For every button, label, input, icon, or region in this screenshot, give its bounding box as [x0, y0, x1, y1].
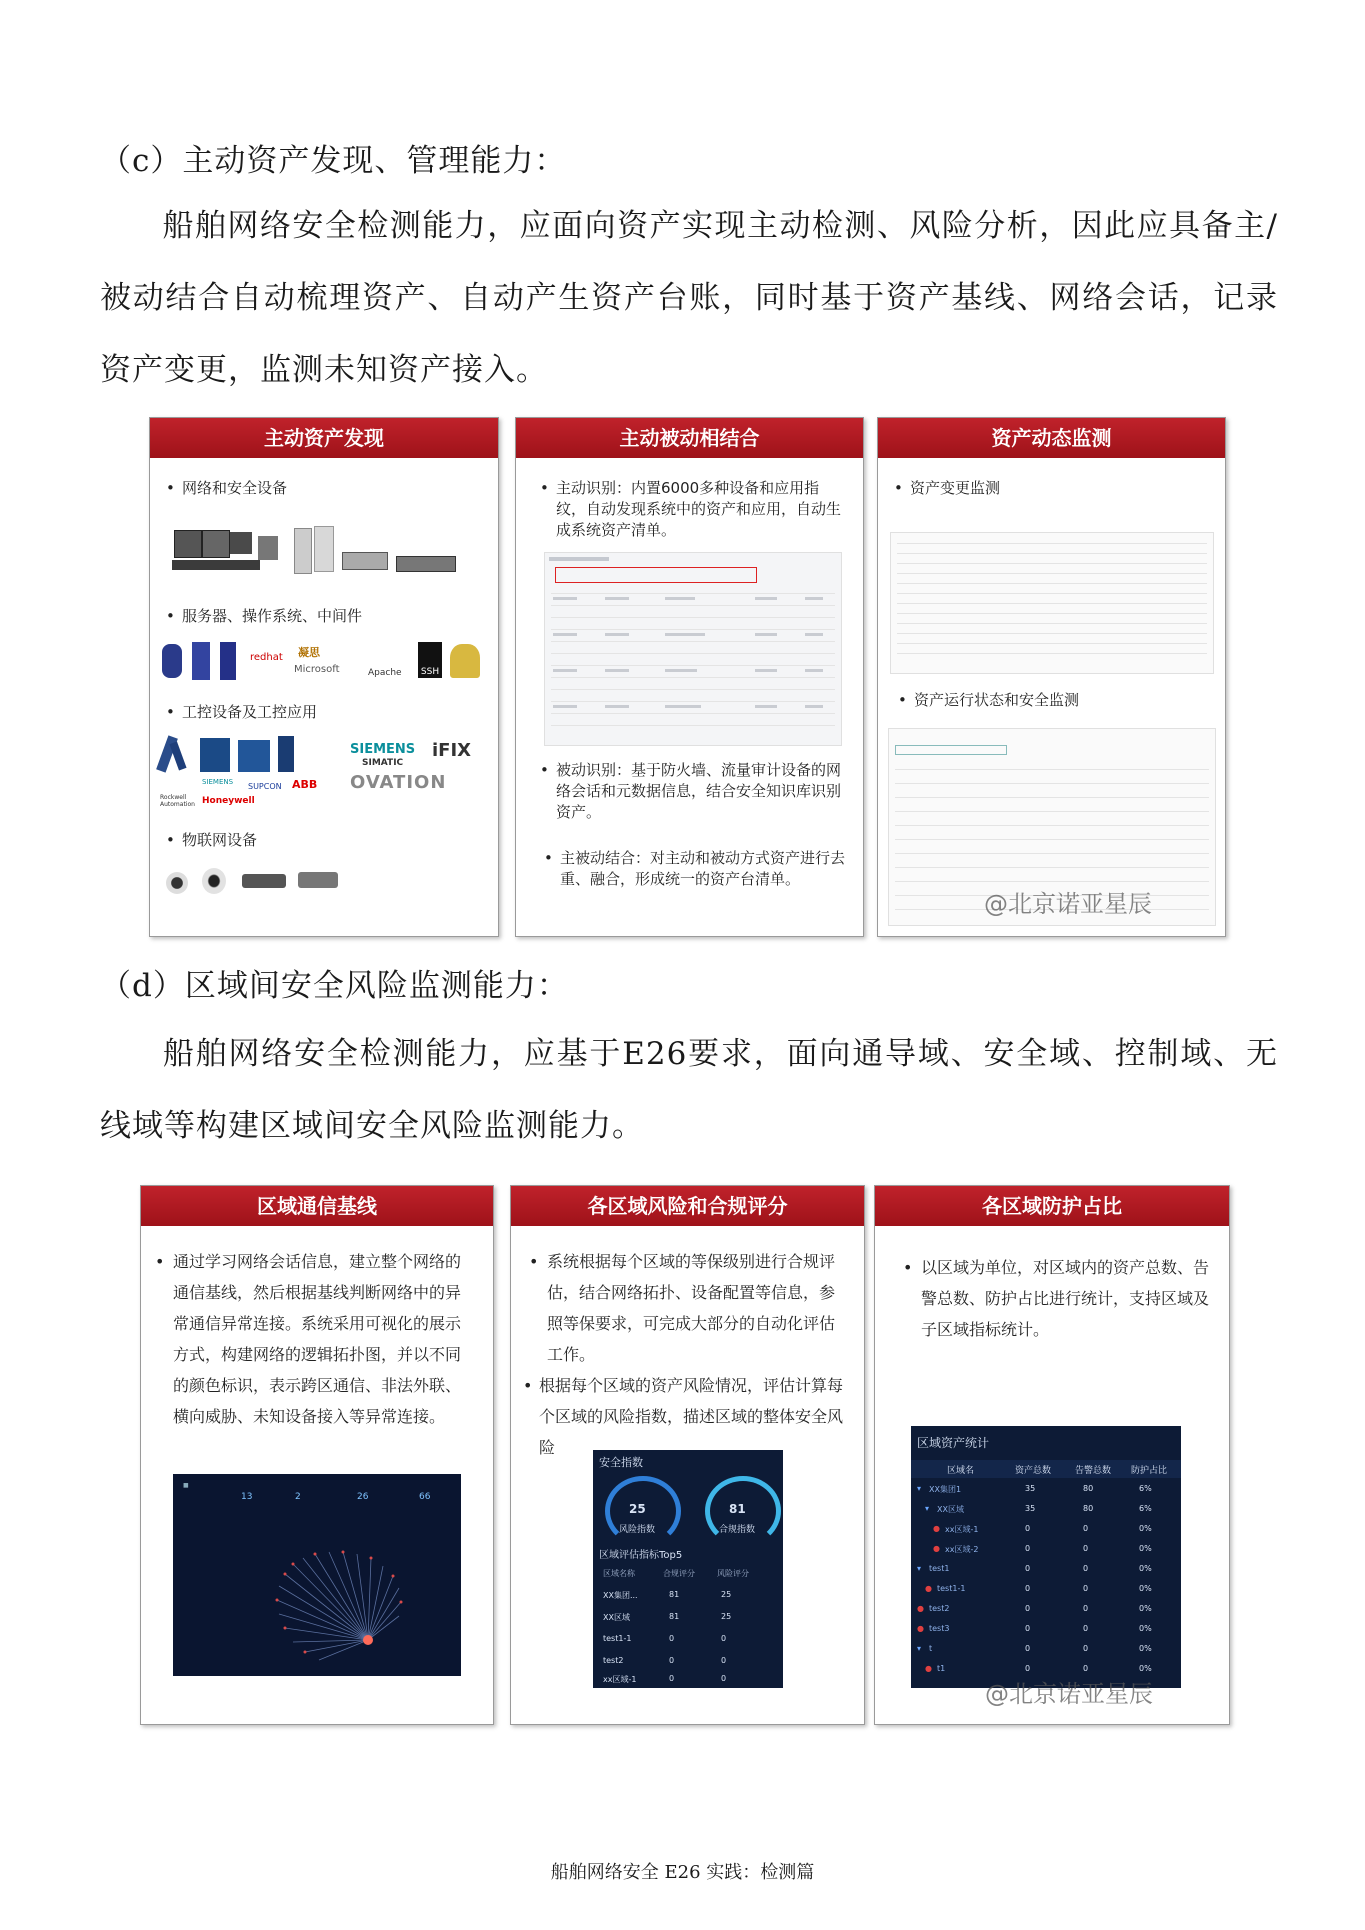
screen-title: 区域资产统计: [917, 1436, 990, 1450]
bullet-iot-devices: • 物联网设备: [166, 831, 258, 849]
stat-value: 26: [357, 1492, 369, 1502]
watermark: @北京诺亚星辰: [985, 1680, 1153, 1708]
rockwell-logo: Rockwell Automation: [160, 794, 195, 808]
panel-title: 主动被动相结合: [516, 418, 863, 458]
server-icon: [220, 642, 236, 680]
bullet-combined-dedup: • 主被动结合：对主动和被动方式资产进行去重、融合，形成统一的资产台清单。: [544, 849, 846, 888]
ovation-logo: OVATION: [350, 772, 447, 793]
table-row: xx区域-1 0 0: [603, 1674, 727, 1684]
panel-region-risk-compliance: [510, 1185, 865, 1725]
panel-asset-dynamic-monitoring: [877, 417, 1226, 937]
table-row: test2 0 0: [603, 1656, 727, 1665]
col-header: 合规评分: [663, 1569, 695, 1578]
server-icon: [192, 642, 210, 680]
topology-graph: [173, 1474, 461, 1676]
section-d-heading: （d）区域间安全风险监测能力：: [100, 968, 569, 1004]
apache-logo: Apache: [368, 668, 402, 678]
table-row: ▾ XX区域 35 80 6%: [925, 1504, 1152, 1514]
siemens-logo: SIEMENS: [350, 742, 416, 757]
camera-icon: [242, 874, 286, 888]
watermark: @北京诺亚星辰: [984, 890, 1152, 918]
bullet-ics-devices: • 工控设备及工控应用: [166, 703, 318, 721]
table-row: ▾ test1 0 0 0%: [917, 1564, 1152, 1573]
table-row: ● xx区域-2 0 0 0%: [933, 1544, 1152, 1554]
bullet-servers-os-middleware: • 服务器、操作系统、中间件: [166, 607, 363, 625]
ifix-logo: iFIX: [432, 740, 472, 761]
bullet-asset-runtime-security: • 资产运行状态和安全监测: [898, 691, 1080, 709]
table-row: ▾ t 0 0 0%: [917, 1644, 1152, 1653]
stat-value: 66: [419, 1492, 431, 1502]
camera-icon: [202, 868, 226, 894]
simatic-logo: SIMATIC: [362, 758, 404, 768]
panel-title: 主动资产发现: [150, 418, 498, 458]
honeywell-logo: Honeywell: [202, 796, 255, 806]
ssh-icon: SSH: [418, 642, 442, 678]
asset-change-screenshot: [890, 532, 1214, 674]
panel-region-comm-baseline: [140, 1185, 494, 1725]
compliance-gauge-label: 合规指数: [719, 1525, 756, 1535]
table-row: ● test2 0 0 0%: [917, 1604, 1152, 1613]
region-baseline-text: • 通过学习网络会话信息，建立整个网络的通信基线，然后根据基线判断网络中的异常通信异常连接。系统采用可视化的展示方式，构建网络的逻辑拓扑图，并以不同的颜色标识，表示跨区通信、非法外联、横向威胁、未知设备接入等异常连接。: [155, 1252, 462, 1426]
panel-title: 各区域风险和合规评分: [511, 1186, 864, 1226]
compliance-text: • 系统根据每个区域的等保级别进行合规评估，结合网络拓扑、设备配置等信息，参照等保要求，可完成大部分的自动化评估工作。: [529, 1252, 836, 1364]
server-logos: [158, 640, 488, 686]
camera-icon: [298, 872, 338, 888]
microsoft-logo: Microsoft: [294, 664, 340, 675]
bullet-network-devices: • 网络和安全设备: [166, 479, 288, 497]
security-index-screen: [593, 1450, 783, 1688]
stat-value: 2: [295, 1492, 301, 1502]
col-header: 风险评分: [717, 1569, 749, 1578]
compliance-gauge-value: 81: [729, 1502, 746, 1516]
section-c-heading: （c）主动资产发现、管理能力：: [100, 143, 567, 179]
panel-region-protection-ratio: [874, 1185, 1230, 1725]
table-row: ▾ XX集团1 35 80 6%: [917, 1484, 1152, 1494]
iot-cameras-image: [162, 864, 342, 898]
supcon-logo: SUPCON: [248, 782, 282, 791]
risk-index-text: • 根据每个区域的资产风险情况，评估计算每个区域的风险指数，描述区域的整体安全风险: [523, 1376, 844, 1457]
bullet-passive-identification: • 被动识别：基于防火墙、流量审计设备的网络会话和元数据信息，结合安全知识库识别资产。: [540, 761, 842, 821]
asset-list-screenshot: [544, 552, 842, 746]
table-row: test1-1 0 0: [603, 1634, 727, 1643]
col-header: 防护占比: [1131, 1466, 1168, 1476]
panel-title: 各区域防护占比: [875, 1186, 1229, 1226]
abb-logo: ABB: [292, 778, 318, 791]
network-devices-image: [172, 526, 482, 576]
panel-title: 区域通信基线: [141, 1186, 493, 1226]
panel-active-asset-discovery: [149, 417, 499, 937]
bullet-asset-change-monitoring: • 资产变更监测: [894, 479, 1001, 497]
col-header: 区域名: [947, 1466, 975, 1476]
protection-ratio-text: • 以区域为单位，对区域内的资产总数、告警总数、防护占比进行统计，支持区域及子区域指标统计。: [903, 1258, 1210, 1339]
table-row: XX集团... 81 25: [603, 1590, 732, 1600]
screen-title: 安全指数: [599, 1456, 643, 1469]
panel-title: 资产动态监测: [878, 418, 1225, 458]
siemens-small-logo: SIEMENS: [202, 778, 234, 786]
redhat-logo: redhat: [250, 652, 283, 663]
tomcat-icon: [450, 644, 480, 678]
stat-value: 13: [241, 1492, 253, 1502]
section-d-paragraph: 船舶网络安全检测能力，应基于E26要求，面向通导域、安全域、控制域、无线域等构建区域间安全风险监测能力。: [100, 1036, 1278, 1144]
table-row: ● t1 0 0 0%: [925, 1664, 1152, 1673]
ics-devices-image: [160, 734, 490, 824]
risk-gauge-label: 风险指数: [619, 1525, 656, 1535]
region-asset-stats-screen: [911, 1426, 1181, 1688]
table-row: ● xx区域-1 0 0 0%: [933, 1524, 1152, 1534]
camera-icon: [166, 872, 188, 894]
topology-screenshot: ■ 13 2 26 66: [173, 1474, 461, 1676]
lingsi-logo: 凝思: [298, 646, 320, 659]
page-footer: 船舶网络安全 E26 实践：检测篇: [550, 1862, 815, 1883]
col-header: 区域名称: [603, 1569, 635, 1578]
bullet-active-identification: • 主动识别：内置6000多种设备和应用指纹，自动发现系统中的资产和应用，自动生成系统资产清单。: [540, 479, 842, 539]
table-row: XX区域 81 25: [603, 1612, 732, 1622]
risk-gauge-value: 25: [629, 1502, 646, 1516]
col-header: 资产总数: [1015, 1466, 1052, 1476]
panel-active-passive-combined: [515, 417, 864, 937]
top5-title: 区域评估指标Top5: [599, 1550, 683, 1561]
table-row: ● test3 0 0 0%: [917, 1624, 1152, 1633]
table-row: ● test1-1 0 0 0%: [925, 1584, 1152, 1593]
col-header: 告警总数: [1075, 1466, 1112, 1476]
section-c-paragraph: 船舶网络安全检测能力，应面向资产实现主动检测、风险分析，因此应具备主/被动结合自动梳理资产、自动产生资产台账，同时基于资产基线、网络会话，记录资产变更，监测未知资产接入。: [100, 208, 1278, 388]
database-icon: [162, 644, 182, 678]
